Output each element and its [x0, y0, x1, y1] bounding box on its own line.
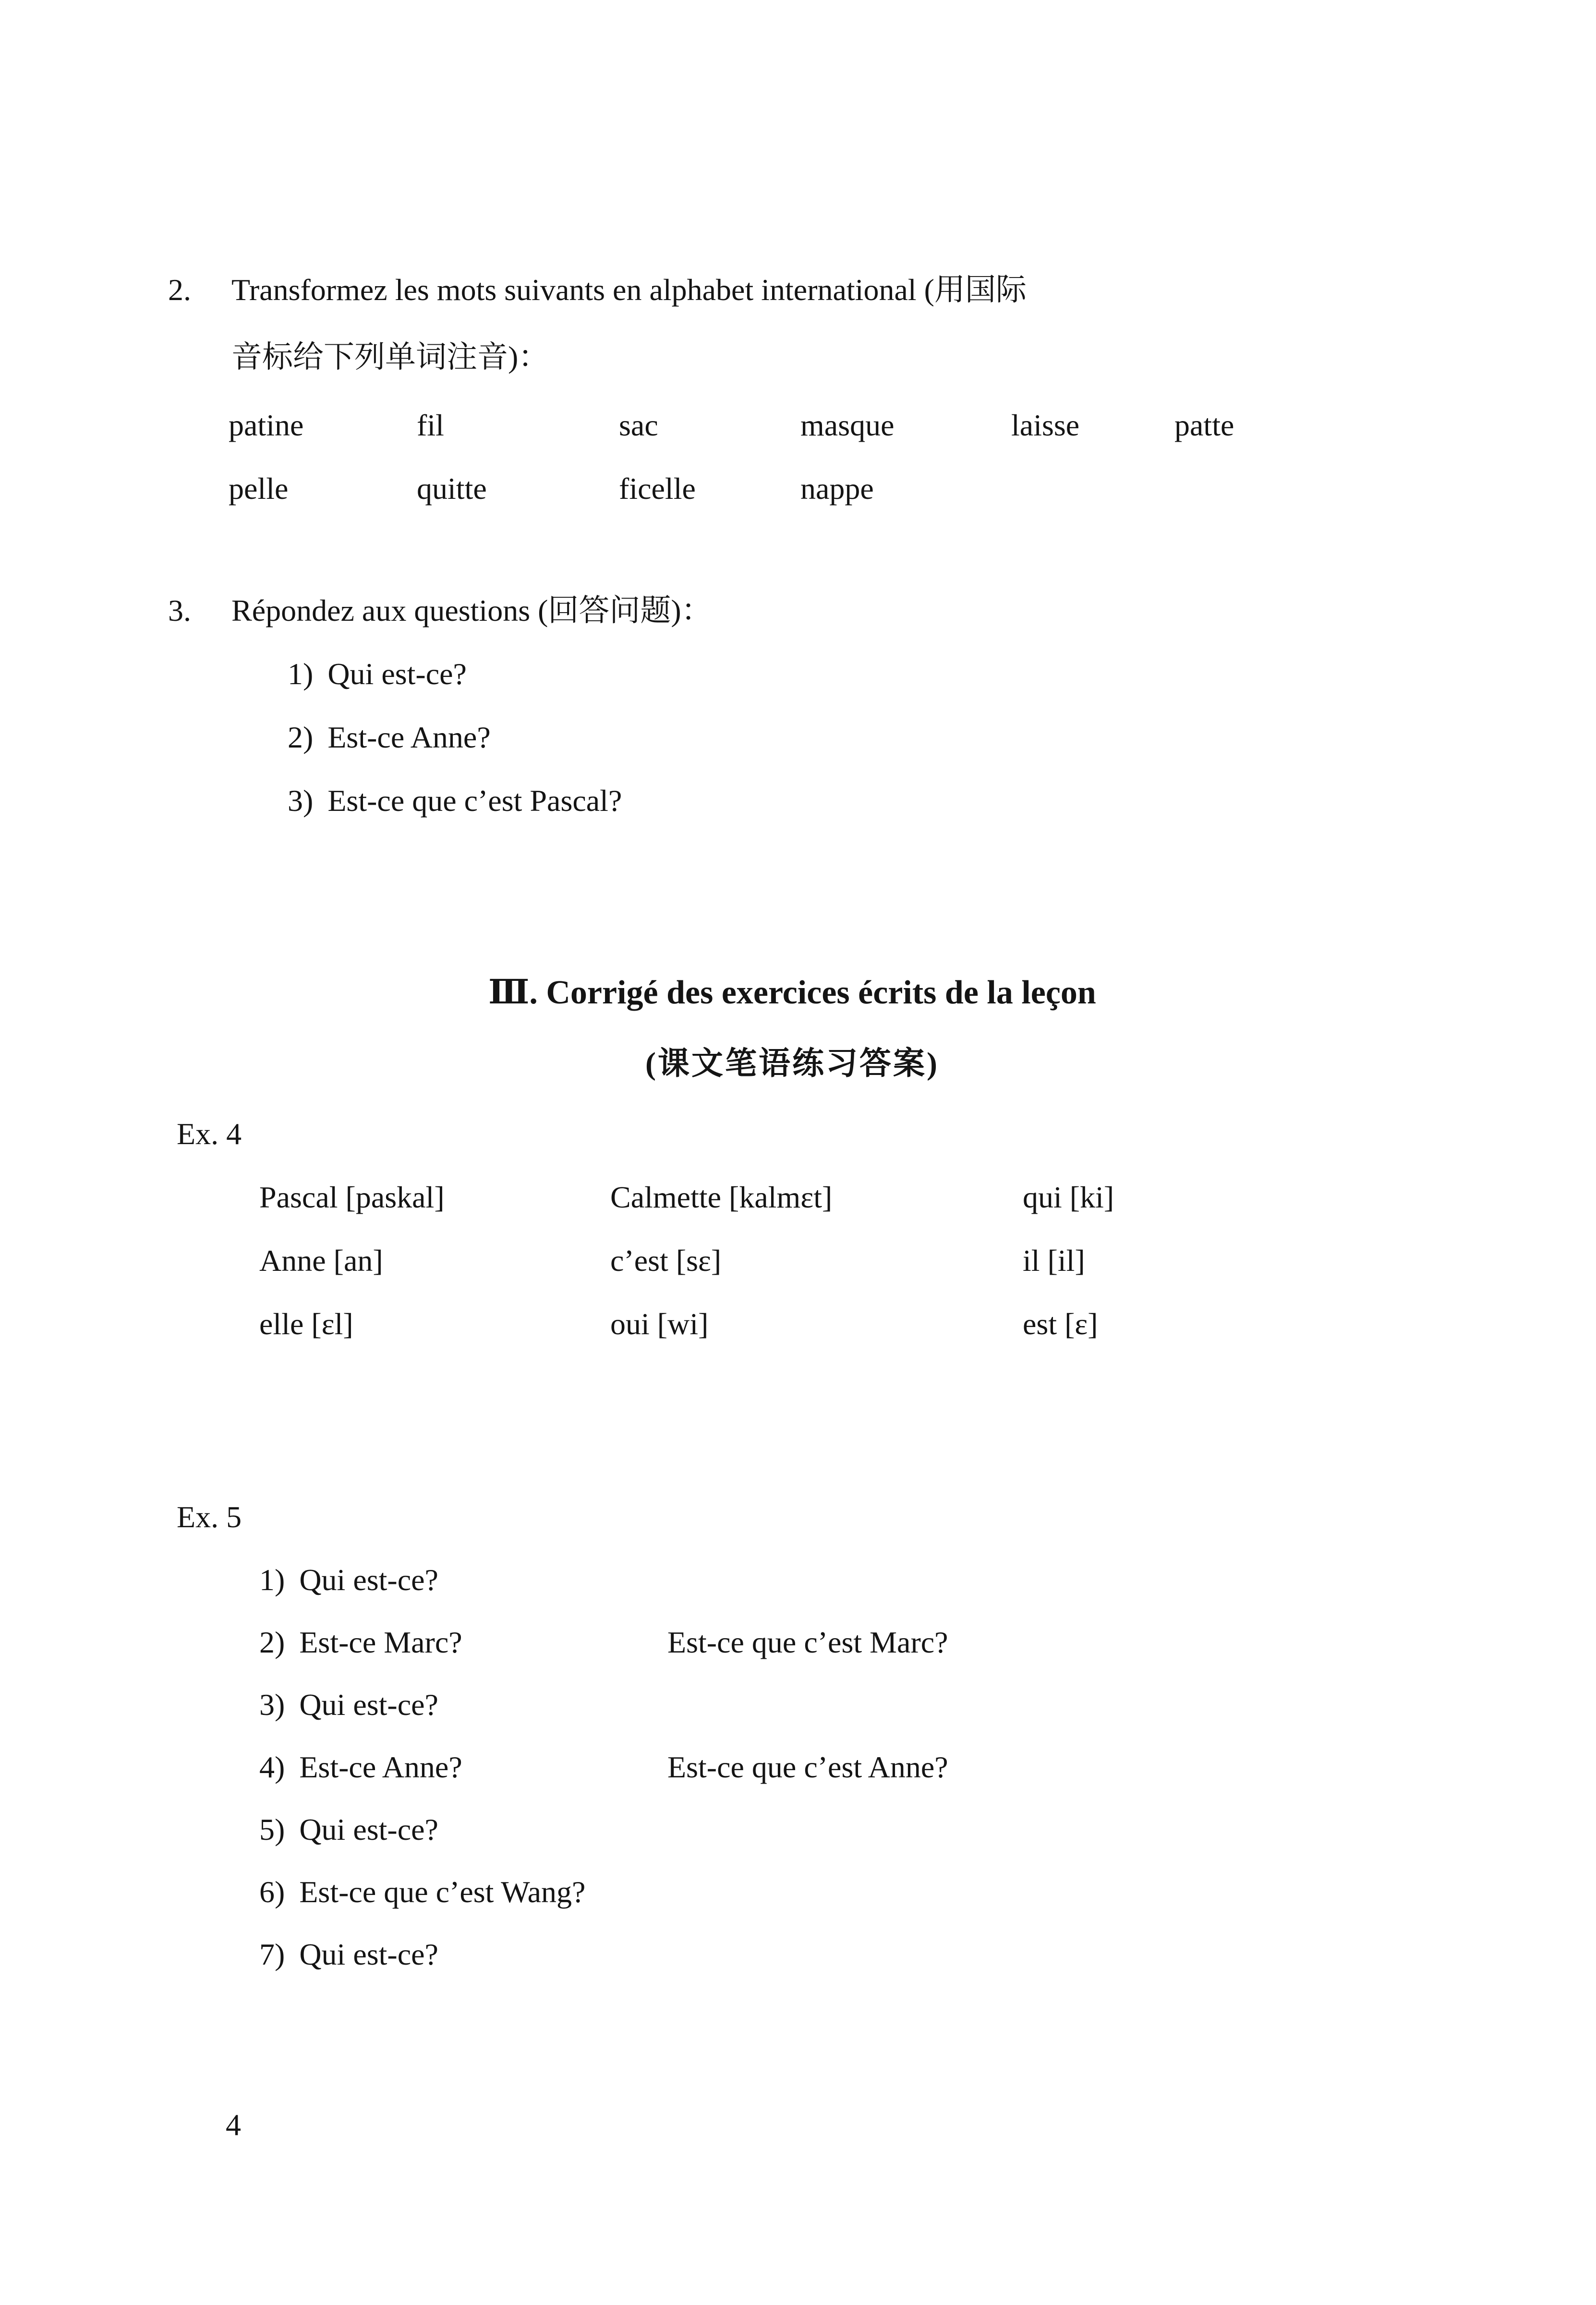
- answer-item: [259, 1923, 1521, 1986]
- answer-item: [259, 1736, 1521, 1798]
- answer-text: Est-ce Anne?: [299, 1750, 462, 1784]
- exercise-4-label: Ex. 4: [177, 1117, 242, 1151]
- answer-number: 1): [259, 1563, 285, 1597]
- answer-main: [259, 1861, 667, 1923]
- word-item-empty: [1011, 457, 1174, 520]
- exercise-3: [168, 579, 1493, 833]
- question-number: 2): [288, 720, 314, 754]
- question-number: 1): [288, 657, 314, 691]
- answer-item: [259, 1798, 1521, 1861]
- answer-main: [259, 1611, 667, 1674]
- answer-text: Qui est-ce?: [299, 1937, 438, 1971]
- answer-item: [259, 1674, 1521, 1736]
- exercise-2-number: 2.: [168, 273, 191, 307]
- answer-alt: [667, 1674, 1521, 1736]
- word-item: masque: [800, 408, 895, 442]
- answer-main: [259, 1923, 667, 1986]
- section-3-heading: [29, 957, 1556, 1099]
- question-number: 3): [288, 784, 314, 818]
- answer-alt: Est-ce que c’est Anne?: [667, 1750, 948, 1784]
- word-item: patine: [229, 408, 304, 442]
- exercise-3-number: 3.: [168, 593, 191, 628]
- phonetic-entry: c’est [sɛ]: [610, 1243, 722, 1278]
- phonetic-entry: qui [ki]: [1023, 1180, 1114, 1214]
- phonetic-entry: elle [ɛl]: [259, 1307, 353, 1341]
- answer-alt: [667, 1861, 1521, 1923]
- exercise-5-answer-list: [259, 1549, 1521, 1986]
- answer-number: 6): [259, 1875, 285, 1909]
- exercise-4-answers: [177, 1102, 1521, 1356]
- word-item-empty: [1174, 457, 1493, 520]
- exercise-3-title-text: Répondez aux questions (回答问题)：: [231, 593, 712, 628]
- phonetic-entry: Calmette [kalmɛt]: [610, 1180, 833, 1214]
- phonetic-entry: Pascal [paskal]: [259, 1180, 445, 1214]
- exercise-2-title-line1: Transformez les mots suivants en alphabet international (用国际: [231, 273, 1027, 307]
- question-item: [288, 706, 1493, 769]
- exercise-4-answer-table: [259, 1166, 1521, 1356]
- exercise-5-label: Ex. 5: [177, 1500, 242, 1534]
- exercise-2-title: [168, 256, 1493, 391]
- answer-alt: Est-ce que c’est Marc?: [667, 1625, 948, 1659]
- question-text: Qui est-ce?: [327, 657, 467, 691]
- answer-item: [259, 1549, 1521, 1611]
- exercise-2-title-line2: 音标给下列单词注音)：: [231, 340, 549, 374]
- exercise-5-answers: [177, 1485, 1521, 1986]
- answer-number: 4): [259, 1750, 285, 1784]
- answer-alt: [667, 1923, 1521, 1986]
- answer-number: 5): [259, 1812, 285, 1846]
- answer-item: [259, 1861, 1521, 1923]
- answer-text: Qui est-ce?: [299, 1812, 438, 1846]
- answer-text: Est-ce Marc?: [299, 1625, 462, 1659]
- answer-main: [259, 1798, 667, 1861]
- phonetic-entry: oui [wi]: [610, 1307, 709, 1341]
- answer-alt: [667, 1798, 1521, 1861]
- answer-main: [259, 1549, 667, 1611]
- answer-main: [259, 1674, 667, 1736]
- question-text: Est-ce Anne?: [327, 720, 491, 754]
- word-item: quitte: [417, 471, 487, 506]
- exercise-3-title: [168, 579, 1493, 642]
- question-item: [288, 769, 1493, 833]
- word-item: sac: [619, 408, 658, 442]
- phonetic-entry: il [il]: [1023, 1243, 1085, 1278]
- word-item: nappe: [800, 471, 874, 506]
- section-3-heading-french: Ⅲ. Corrigé des exercices écrits de la leçon: [488, 974, 1096, 1011]
- answer-number: 3): [259, 1688, 285, 1722]
- word-item: fil: [417, 408, 444, 442]
- page-number: 4: [226, 2108, 241, 2142]
- answer-main: [259, 1736, 667, 1798]
- exercise-2-title-text: [231, 256, 1493, 391]
- answer-number: 7): [259, 1937, 285, 1971]
- phonetic-entry: Anne [an]: [259, 1243, 383, 1278]
- exercise-2-word-list: [229, 394, 1493, 520]
- question-text: Est-ce que c’est Pascal?: [327, 784, 622, 818]
- question-item: [288, 642, 1493, 706]
- word-item: laisse: [1011, 408, 1080, 442]
- word-item: ficelle: [619, 471, 696, 506]
- answer-number: 2): [259, 1625, 285, 1659]
- answer-alt: [667, 1549, 1521, 1611]
- exercise-2: [168, 256, 1493, 520]
- answer-item: [259, 1611, 1521, 1674]
- phonetic-entry: est [ɛ]: [1023, 1307, 1098, 1341]
- word-item: pelle: [229, 471, 289, 506]
- section-3-heading-chinese: (课文笔语练习答案): [645, 1046, 939, 1081]
- word-item: patte: [1174, 408, 1234, 442]
- answer-text: Qui est-ce?: [299, 1688, 438, 1722]
- exercise-3-question-list: [288, 642, 1493, 833]
- answer-text: Qui est-ce?: [299, 1563, 438, 1597]
- answer-text: Est-ce que c’est Wang?: [299, 1875, 586, 1909]
